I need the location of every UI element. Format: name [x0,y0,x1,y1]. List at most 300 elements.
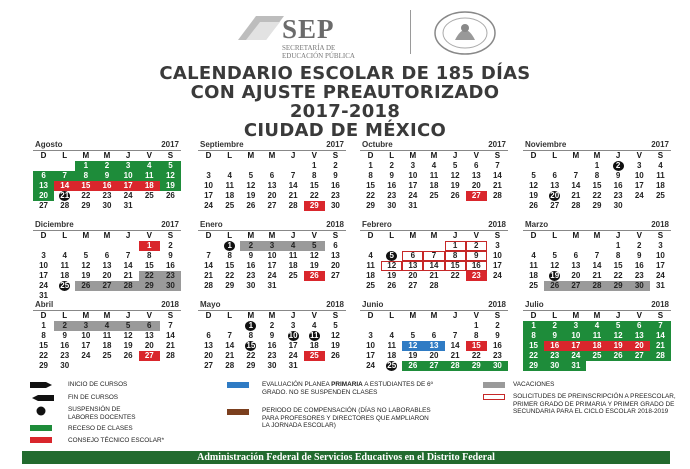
day-cell: 8 [248,331,254,340]
weekday-header: V [636,151,642,160]
day-cell: 16 [634,261,644,270]
day-cell: 31 [267,281,277,290]
day-cell: 21 [571,191,581,200]
day-cell: 31 [565,361,586,371]
day-cell: 16 [267,341,277,350]
empty-cell [445,321,466,331]
day-cell: 15 [613,261,623,270]
day-cell: 23 [387,191,397,200]
day-cell: 29 [139,281,160,291]
day-cell: 1 [312,161,317,170]
day-cell: 15 [592,181,602,190]
day-cell: 20 [144,341,154,350]
day-cell: 9 [466,251,487,261]
receso-swatch [30,425,52,431]
legend-compensacion: PERIODO DE COMPENSACIÓN (DÍAS NO LABORABLES PARA PROFESORES Y DIRECTORES QUE AMPLIARON LA JORNADA ESCOLAR) [262,407,431,429]
day-cell: 16 [330,181,340,190]
month-year: 2018 [326,220,344,229]
empty-cell [54,161,75,171]
weekday-header: S [332,311,339,320]
day-cell: 13 [471,171,481,180]
day-cell: 9 [495,331,500,340]
weekday-header: L [552,151,558,160]
month-name: Agosto [35,140,63,149]
day-cell: 15 [75,181,96,191]
day-cell: 24 [288,351,298,360]
weekday-header: M [103,151,111,160]
day-cell: 9 [62,331,67,340]
empty-cell [160,201,181,211]
month-julio [523,300,671,370]
day-cell: 21 [225,351,235,360]
day-cell: 17 [267,261,277,270]
day-cell: 16 [96,181,117,191]
weekday-header: J [125,151,131,160]
day-cell: 30 [487,361,508,371]
day-number: 15 [246,341,256,350]
day-cell [304,331,325,341]
day-number: 25 [60,281,70,290]
weekday-header: V [146,311,152,320]
day-cell: 3 [565,321,586,331]
day-cell: 11 [656,171,665,180]
day-cell: 15 [309,181,319,190]
empty-cell [261,161,282,171]
empty-cell [586,241,607,251]
day-cell: 21 [165,341,175,350]
day-cell: 13 [402,261,423,271]
weekday-header: L [227,311,233,320]
month-year: 2018 [326,300,344,309]
day-cell: 15 [225,261,235,270]
weekday-header: J [125,231,131,240]
month-year: 2018 [161,300,179,309]
day-cell: 24 [204,201,214,210]
day-cell: 23 [544,351,565,361]
day-cell: 19 [246,191,256,200]
day-cell: 4 [531,251,536,260]
day-cell: 5 [83,251,89,260]
weekday-header: M [430,311,438,320]
weekday-header: V [311,151,317,160]
day-cell: 7 [573,171,579,180]
empty-cell [96,361,117,371]
weekday-header: M [247,231,255,240]
day-cell: 10 [408,171,418,180]
month-header [360,220,508,230]
weekday-header: V [146,151,152,160]
day-cell: 28 [571,201,581,210]
day-cell: 5 [410,331,416,340]
day-cell: 18 [586,341,607,351]
day-cell: 14 [123,261,133,270]
month-header [198,220,346,230]
day-cell: 11 [429,171,439,180]
day-cell: 16 [387,181,397,190]
day-cell: 17 [204,191,214,200]
day-cell: 21 [592,271,602,280]
day-number: 1 [245,321,256,331]
day-cell [283,331,304,341]
day-cell: 27 [330,271,340,280]
day-cell: 1 [615,241,621,250]
month-year: 2017 [161,220,179,229]
day-cell: 3 [75,321,96,331]
month-header [523,140,671,150]
empty-cell [360,241,381,251]
month-name: Junio [362,300,384,309]
day-cell: 14 [204,261,214,270]
empty-cell [650,361,671,371]
weekday-header: M [409,151,417,160]
day-cell: 6 [139,321,160,331]
day-cell: 6 [629,321,650,331]
month-agosto [33,140,181,210]
weekday-header: D [530,231,537,240]
day-cell: 7 [452,331,458,340]
day-cell: 6 [33,171,54,181]
day-cell: 11 [586,331,607,341]
day-cell: 14 [288,181,298,190]
day-cell: 27 [96,281,117,291]
month-year: 2018 [651,220,669,229]
brand-subtitle: SECRETARÍA DE EDUCACIÓN PÚBLICA [282,44,355,60]
planea-swatch [227,382,249,388]
day-cell: 26 [529,201,539,210]
day-cell: 25 [655,191,665,200]
day-cell: 17 [492,261,502,270]
day-cell: 10 [204,181,214,190]
weekday-header: D [40,231,47,240]
empty-cell [544,161,565,171]
day-cell: 11 [366,261,375,270]
month-abril [33,300,181,370]
day-cell: 20 [429,351,439,360]
day-cell: 9 [333,171,338,180]
day-cell: 10 [492,251,502,260]
legend-vacaciones: VACACIONES [513,381,555,388]
day-cell: 1 [368,161,373,170]
day-cell: 26 [165,191,175,200]
day-cell: 3 [637,161,642,170]
day-cell: 18 [288,261,298,270]
day-cell: 4 [96,321,117,331]
day-cell: 20 [102,271,112,280]
day-cell: 28 [429,281,439,290]
black-dot-icon [36,406,46,416]
weekday-header: M [409,231,417,240]
weekday-header: M [572,151,580,160]
day-cell: 8 [147,251,152,260]
day-cell: 25 [288,271,298,280]
weekday-header: L [62,231,68,240]
day-cell: 31 [288,361,298,370]
weekday-header: S [494,231,501,240]
day-cell: 27 [139,351,160,361]
month-header [33,220,181,230]
day-cell: 9 [615,171,621,180]
day-cell: 22 [225,271,235,280]
weekday-header: M [572,311,580,320]
day-cell: 22 [139,271,160,281]
empty-cell [198,241,219,251]
day-cell: 12 [160,171,181,181]
day-number: 25 [387,361,397,370]
month-name: Diciembre [35,220,74,229]
day-cell: 21 [650,341,671,351]
day-cell: 1 [523,321,544,331]
day-cell [608,161,629,171]
day-cell: 20 [408,271,418,280]
day-cell: 30 [330,201,340,210]
day-cell: 22 [523,351,544,361]
empty-cell [423,321,444,331]
weekday-header: M [247,311,255,320]
day-cell: 3 [41,251,46,260]
month-year: 2018 [651,300,669,309]
month-name: Octubre [362,140,393,149]
weekday-header: M [247,151,255,160]
day-cell: 28 [225,361,235,370]
day-cell: 25 [102,351,112,360]
day-cell: 11 [288,251,298,260]
day-cell: 20 [330,261,340,270]
month-table [33,151,181,211]
empty-cell [118,241,139,251]
day-cell: 5 [552,251,557,260]
day-cell: 27 [39,201,49,210]
day-cell: 12 [309,251,319,260]
day-cell: 14 [54,181,75,191]
day-cell: 18 [655,181,665,190]
day-cell: 29 [466,361,487,371]
day-cell: 17 [366,351,376,360]
day-cell: 11 [60,261,69,270]
day-cell: 14 [225,341,235,350]
day-cell: 14 [450,341,460,350]
day-cell: 12 [450,171,460,180]
day-cell: 29 [304,201,325,211]
day-cell: 26 [402,361,423,371]
day-cell: 4 [389,331,394,340]
day-cell: 27 [204,361,214,370]
month-table [523,231,671,291]
empty-cell [565,161,586,171]
day-cell: 17 [634,181,644,190]
month-junio [360,300,508,370]
day-cell: 12 [330,331,340,340]
month-name: Julio [525,300,544,309]
day-cell: 10 [267,251,277,260]
day-cell: 3 [495,241,500,250]
day-cell: 19 [330,341,340,350]
day-cell: 14 [165,331,175,340]
month-table [360,311,508,371]
day-cell: 6 [552,171,557,180]
day-cell: 18 [60,271,70,280]
empty-cell [325,361,346,371]
day-cell: 26 [75,281,96,291]
day-cell: 25 [586,351,607,361]
day-cell: 12 [246,181,256,190]
day-cell [54,281,75,291]
empty-cell [75,241,96,251]
empty-cell [523,241,544,251]
day-cell: 10 [81,331,91,340]
day-cell: 19 [408,351,418,360]
day-cell: 27 [466,191,487,201]
weekday-header: M [268,151,276,160]
day-cell: 4 [312,321,317,330]
day-cell: 4 [431,161,437,170]
day-cell: 27 [550,201,560,210]
day-cell: 6 [402,251,423,261]
empty-cell [139,361,160,371]
day-cell: 19 [450,181,460,190]
empty-cell [54,241,75,251]
day-cell: 28 [165,351,175,360]
weekday-header: L [389,311,395,320]
day-cell: 15 [144,261,154,270]
day-cell: 22 [450,271,460,280]
weekday-header: V [311,231,317,240]
day-cell: 10 [634,171,644,180]
day-cell: 21 [204,271,214,280]
day-cell: 20 [471,181,481,190]
day-cell: 27 [267,201,277,210]
day-cell: 22 [81,191,91,200]
month-year: 2018 [488,220,506,229]
day-cell: 1 [139,241,160,251]
day-cell: 17 [118,181,139,191]
day-cell: 24 [267,271,277,280]
day-cell: 6 [474,161,479,170]
empty-cell [487,281,508,291]
day-cell: 24 [492,271,502,280]
weekday-header: J [615,231,621,240]
day-cell: 3 [290,321,296,330]
day-cell: 30 [629,281,650,291]
day-cell [381,361,402,371]
month-year: 2018 [488,300,506,309]
day-cell: 23 [613,191,623,200]
day-cell: 19 [387,271,397,280]
day-cell: 21 [429,271,439,280]
month-name: Marzo [525,220,549,229]
day-cell: 17 [39,271,49,280]
weekday-header: S [657,231,664,240]
day-cell: 13 [571,261,581,270]
day-cell: 11 [225,181,234,190]
weekday-header: D [367,231,374,240]
legend-suspension: SUSPENSIÓN DE LABORES DOCENTES [68,406,136,421]
weekday-header: L [389,151,395,160]
day-cell: 4 [139,161,160,171]
month-table [360,151,508,211]
day-cell: 6 [573,251,579,260]
day-cell: 5 [333,321,338,330]
weekday-header: J [290,151,296,160]
day-cell: 6 [431,331,437,340]
day-cell: 20 [204,351,214,360]
day-cell: 23 [102,191,112,200]
national-seal-icon [433,10,497,56]
day-cell: 7 [206,251,211,260]
weekday-header: D [205,311,212,320]
day-cell: 2 [495,321,500,330]
day-cell: 30 [544,361,565,371]
empty-cell [586,361,607,371]
empty-cell [650,201,671,211]
day-cell: 23 [634,271,644,280]
empty-cell [445,201,466,211]
day-cell: 26 [450,191,460,200]
empty-cell [487,201,508,211]
day-cell: 19 [81,271,91,280]
day-cell: 15 [445,261,466,271]
day-cell: 2 [54,321,75,331]
month-table [198,311,346,371]
day-cell: 8 [368,171,373,180]
day-cell: 18 [429,181,439,190]
day-cell: 30 [160,281,181,291]
day-cell: 18 [139,181,160,191]
weekday-header: J [615,151,621,160]
weekday-header: S [657,151,664,160]
month-year: 2017 [651,140,669,149]
weekday-header: D [205,231,212,240]
month-name: Febrero [362,220,392,229]
legend-receso: RECESO DE CLASES [68,425,133,432]
empty-cell [304,281,325,291]
day-cell: 12 [402,341,423,351]
day-cell: 7 [54,171,75,181]
footer-banner: Administración Federal de Servicios Educativos en el Distrito Federal [22,451,670,464]
day-cell [544,271,565,281]
empty-cell [160,361,181,371]
day-cell: 23 [160,271,181,281]
empty-cell [445,281,466,291]
day-cell: 25 [429,191,439,200]
day-cell: 23 [246,271,256,280]
day-cell: 13 [629,331,650,341]
month-table [360,231,508,291]
empty-cell [523,161,544,171]
day-cell: 24 [408,191,418,200]
day-cell: 25 [225,201,235,210]
day-cell: 1 [445,241,466,251]
day-cell: 21 [288,191,298,200]
weekday-header: M [593,231,601,240]
weekday-header: M [593,311,601,320]
arrow-left-icon [30,394,54,402]
weekday-header: J [452,151,458,160]
day-cell: 16 [60,341,70,350]
day-cell: 24 [81,351,91,360]
day-cell: 1 [594,161,600,170]
day-cell: 11 [102,331,112,340]
day-cell: 29 [225,281,235,290]
weekday-header: V [636,231,642,240]
month-header [360,140,508,150]
month-noviembre [523,140,671,210]
day-cell: 4 [368,251,373,260]
day-cell: 25 [529,281,539,290]
day-cell: 8 [523,331,544,341]
month-year: 2017 [326,140,344,149]
month-table [523,151,671,211]
day-cell: 10 [118,171,139,181]
